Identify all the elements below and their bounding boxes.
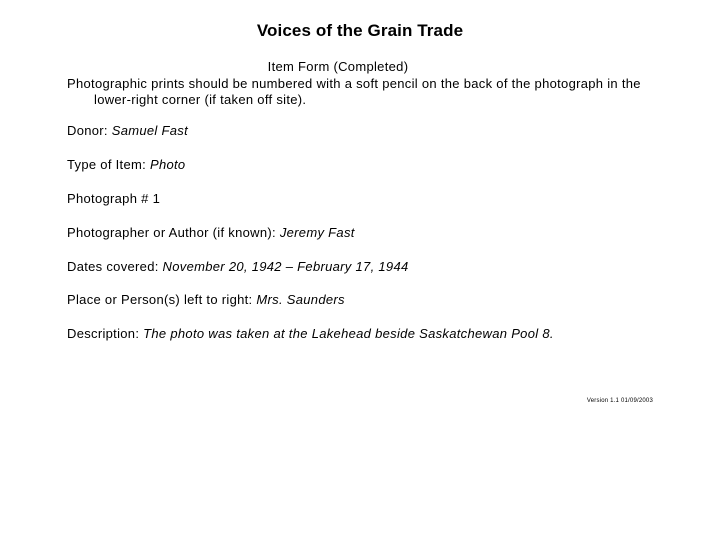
instructions-text: Photographic prints should be numbered with a soft pencil on the back of the photograph in the lower-right corner (if taken off site). xyxy=(67,76,641,107)
field-photograph-number xyxy=(67,191,160,206)
field-photographer-label: Photographer or Author (if known): xyxy=(67,225,280,240)
document-title: Voices of the Grain Trade xyxy=(256,21,464,40)
field-donor xyxy=(67,123,188,138)
field-donor-value: Samuel Fast xyxy=(111,123,189,138)
version-footer: Version 1.1 01/09/2003 xyxy=(586,398,653,404)
field-dates-covered xyxy=(67,259,409,274)
field-photograph-number-value: 1 xyxy=(152,191,161,206)
field-photographer-value: Jeremy Fast xyxy=(279,225,355,240)
field-description-value: The photo was taken at the Lakehead beside Saskatchewan Pool 8. xyxy=(143,326,554,341)
field-place-persons xyxy=(67,292,345,307)
field-dates-covered-label: Dates covered: xyxy=(67,259,163,274)
field-item-type-value: Photo xyxy=(149,157,186,172)
field-place-persons-value: Mrs. Saunders xyxy=(256,292,345,307)
form-subtitle: Item Form (Completed) xyxy=(267,59,409,74)
field-item-type xyxy=(67,157,185,172)
field-dates-covered-value: November 20, 1942 – February 17, 1944 xyxy=(162,259,409,274)
field-description xyxy=(67,326,554,341)
field-donor-label: Donor: xyxy=(67,123,112,138)
field-photograph-number-label: Photograph # xyxy=(67,191,153,206)
field-place-persons-label: Place or Person(s) left to right: xyxy=(67,292,257,307)
field-item-type-label: Type of Item: xyxy=(67,157,150,172)
field-description-label: Description: xyxy=(67,326,144,341)
field-photographer xyxy=(67,225,355,240)
